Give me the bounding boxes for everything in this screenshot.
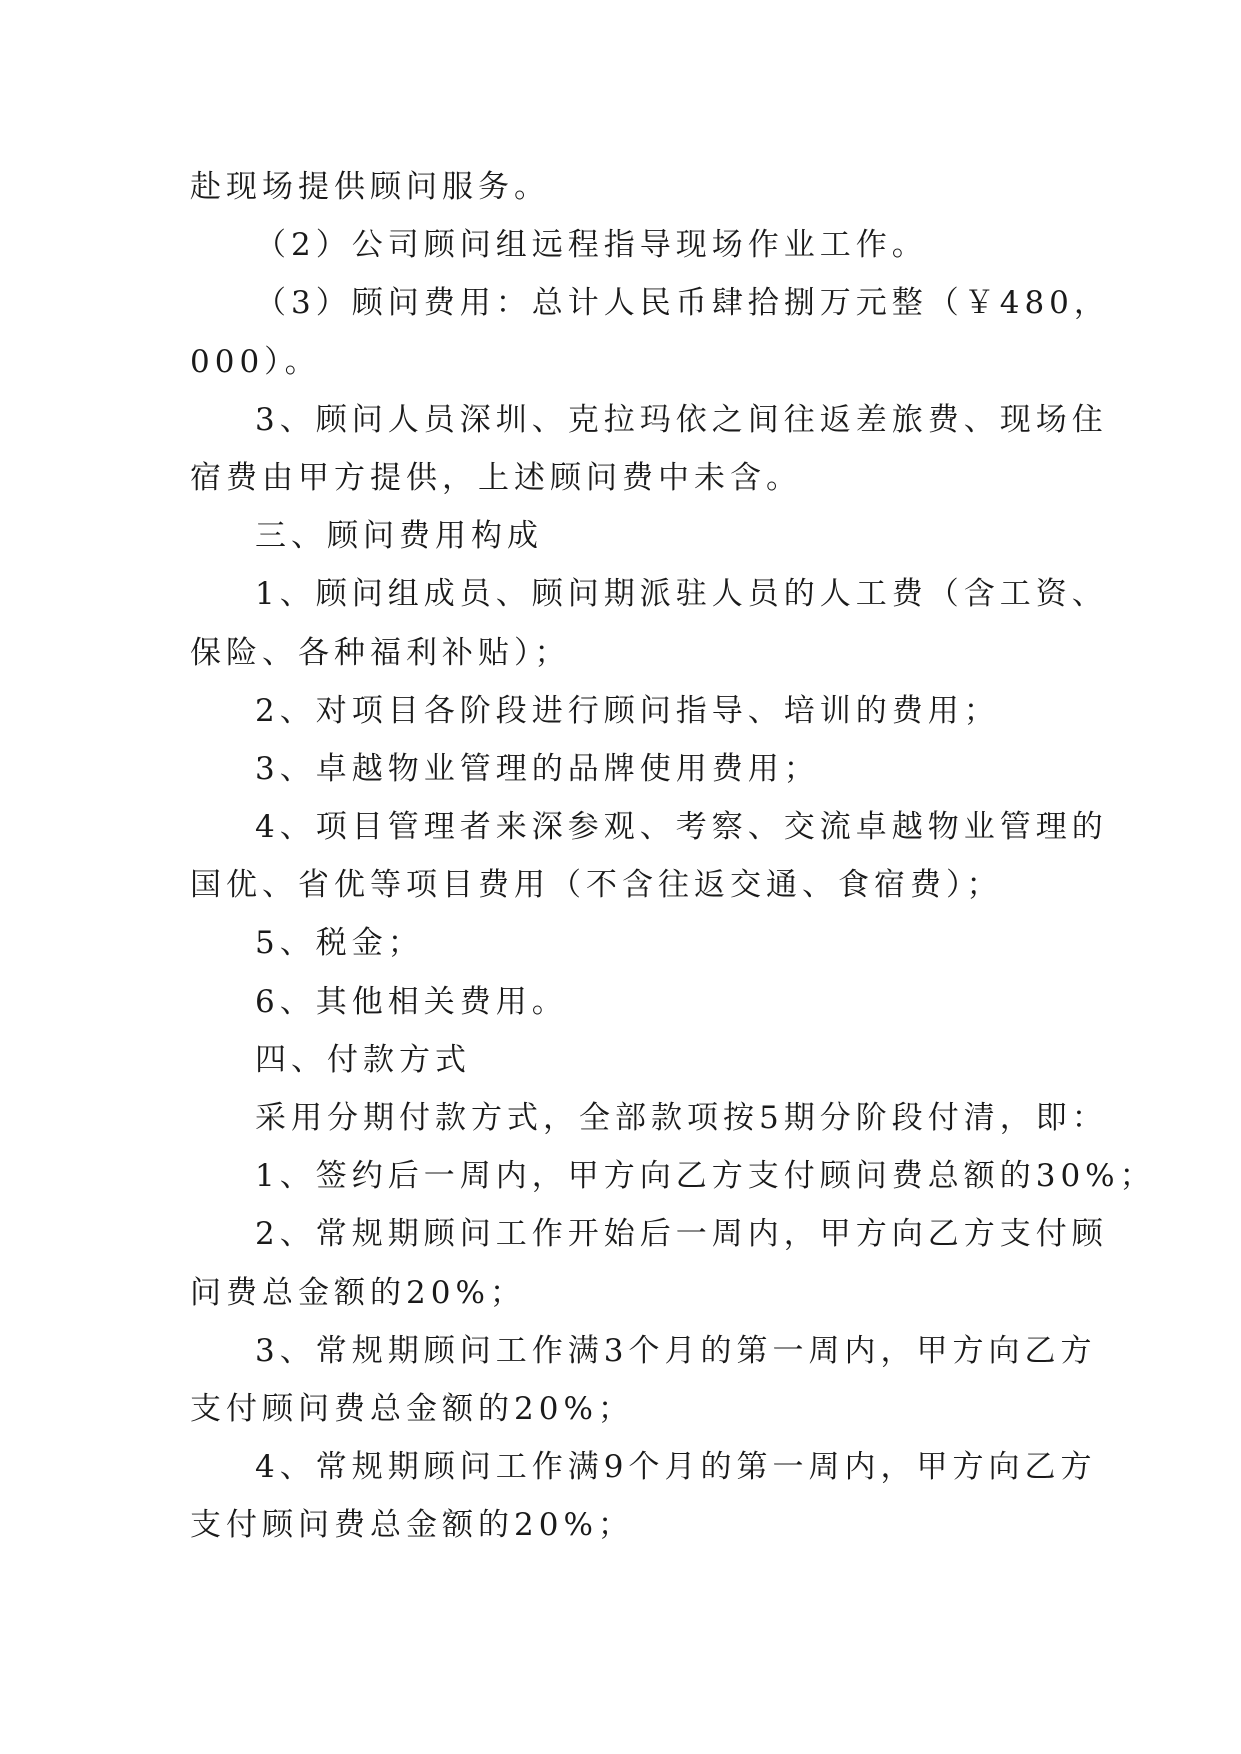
text-line: （2）公司顾问组远程指导现场作业工作。 (255, 227, 928, 264)
text-line: 1、顾问组成员、顾问期派驻人员的人工费（含工资、 (255, 576, 1108, 613)
text-line: 5、税金； (255, 925, 424, 962)
text-line: 000）。 (190, 343, 321, 380)
text-line: 保险、各种福利补贴）； (190, 634, 571, 671)
text-line: 宿费由甲方提供，上述顾问费中未含。 (190, 459, 802, 496)
text-line: 三、顾问费用构成 (255, 518, 543, 555)
text-line: 支付顾问费总金额的20%； (190, 1390, 634, 1427)
text-line: 3、常规期顾问工作满3个月的第一周内，甲方向乙方 (255, 1332, 1097, 1369)
text-line: 问费总金额的20%； (190, 1274, 526, 1311)
text-line: 支付顾问费总金额的20%； (190, 1507, 634, 1544)
text-line: 2、常规期顾问工作开始后一周内，甲方向乙方支付顾 (255, 1216, 1108, 1253)
text-line: 2、对项目各阶段进行顾问指导、培训的费用； (255, 692, 1000, 729)
text-line: 赴现场提供顾问服务。 (190, 169, 550, 205)
document-body (190, 158, 1156, 1555)
text-line: 3、卓越物业管理的品牌使用费用； (255, 750, 820, 787)
text-line: 4、项目管理者来深参观、考察、交流卓越物业管理的 (255, 809, 1108, 846)
text-line: （3）顾问费用：总计人民币肆拾捌万元整（￥480， (255, 285, 1110, 322)
text-line: 1、签约后一周内，甲方向乙方支付顾问费总额的30%； (255, 1158, 1156, 1195)
text-line: 国优、省优等项目费用（不含往返交通、食宿费）； (190, 867, 1003, 904)
text-line: 四、付款方式 (255, 1041, 471, 1078)
text-line: 3、顾问人员深圳、克拉玛依之间往返差旅费、现场住 (255, 401, 1108, 438)
text-line: 6、其他相关费用。 (255, 983, 568, 1020)
text-line: 采用分期付款方式，全部款项按5期分阶段付清，即： (255, 1100, 1108, 1136)
text-line: 4、常规期顾问工作满9个月的第一周内，甲方向乙方 (255, 1449, 1097, 1486)
